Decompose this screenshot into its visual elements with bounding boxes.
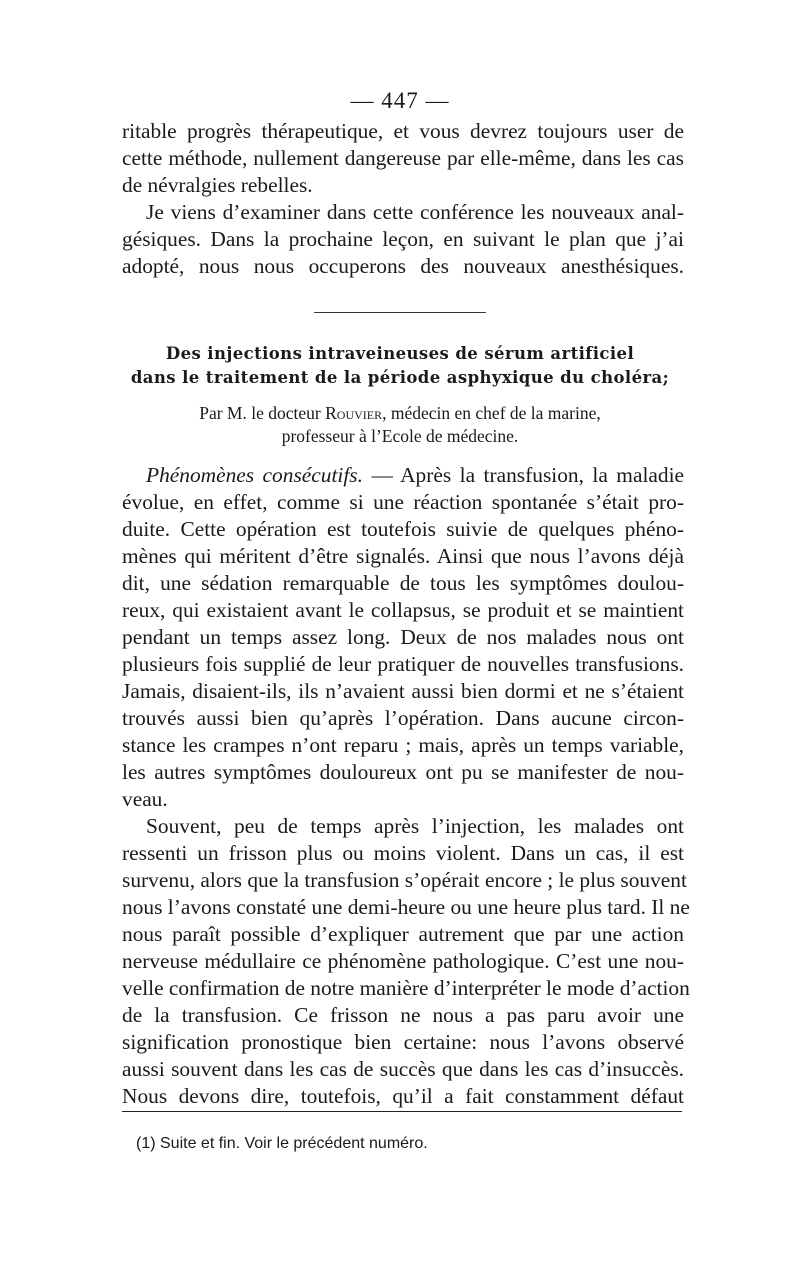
section-divider [314,312,486,313]
section-heading: Phénomènes consécutifs. [146,463,363,487]
footnote: (1) Suite et fin. Voir le précédent numéro. [136,1135,428,1152]
body-line: nous paraît possible d’expliquer autrement que par une action [122,922,684,946]
intro-line: gésiques. Dans la prochaine leçon, en suivant le plan que j’ai [122,227,684,251]
body-line: plusieurs fois supplié de leur pratiquer de nouvelles transfusions. [122,652,684,676]
body-line: velle confirmation de notre manière d’interpréter le mode d’action [122,976,690,1000]
intro-line: adopté, nous nous occuperons des nouveaux anesthésiques. [122,254,684,278]
body-line: pendant un temps assez long. Deux de nos malades nous ont [122,625,684,649]
article-title-line-2: dans le traitement de la période asphyxique du choléra; [130,368,670,387]
body-line: ressenti un frisson plus ou moins violent. Dans un cas, il est [122,841,684,865]
body-line: de la transfusion. Ce frisson ne nous a pas paru avoir une [122,1003,684,1027]
body-line: mènes qui méritent d’être signalés. Ainsi que nous l’avons déjà [122,544,684,568]
body-line: stance les crampes n’ont reparu ; mais, après un temps variable, [122,733,684,757]
article-title-line-1: Des injections intraveineuses de sérum artificiel [165,344,635,363]
body-line: reux, qui existaient avant le collapsus, se produit et se maintient [122,598,684,622]
footnote-divider [122,1111,682,1112]
page-number: — 447 — [350,88,450,113]
author-name: Rouvier [325,403,383,423]
intro-line: cette méthode, nullement dangereuse par elle-même, dans les cas [122,146,684,170]
intro-line: ritable progrès thérapeutique, et vous devrez toujours user de [122,119,684,143]
body-line: nous l’avons constaté une demi-heure ou une heure plus tard. Il ne [122,895,690,919]
body-line: veau. [122,787,168,811]
byline-line-2: professeur à l’Ecole de médecine. [281,426,519,446]
body-line: Phénomènes consécutifs. — Après la transfusion, la maladie [146,463,685,487]
body-line: évolue, en effet, comme si une réaction spontanée s’était pro- [122,490,684,514]
body-line: signification pronostique bien certaine: nous l’avons observé [122,1030,684,1054]
intro-line: de névralgies rebelles. [122,173,313,197]
intro-line: Je viens d’examiner dans cette conférence les nouveaux anal- [146,200,684,224]
body-line: Nous devons dire, toutefois, qu’il a fait constamment défaut [122,1084,684,1108]
byline-prefix: Par M. le docteur [199,403,321,423]
body-line: trouvés aussi bien qu’après l’opération. Dans aucune circon- [122,706,684,730]
byline [0,401,800,425]
body-line: Jamais, disaient-ils, ils n’avaient aussi bien dormi et ne s’étaient [122,679,684,703]
body-line: aussi souvent dans les cas de succès que dans les cas d’insuccès. [122,1057,684,1081]
body-line: duite. Cette opération est toutefois suivie de quelques phéno- [122,517,684,541]
body-line: survenu, alors que la transfusion s’opérait encore ; le plus souvent [122,868,687,892]
body-line: nerveuse médullaire ce phénomène pathologique. C’est une nou- [122,949,684,973]
body-line: dit, une sédation remarquable de tous les symptômes doulou- [122,571,684,595]
byline-suffix: , médecin en chef de la marine, [382,403,601,423]
body-line: les autres symptômes douloureux ont pu se manifester de nou- [122,760,684,784]
body-line: Souvent, peu de temps après l’injection, les malades ont [146,814,684,838]
